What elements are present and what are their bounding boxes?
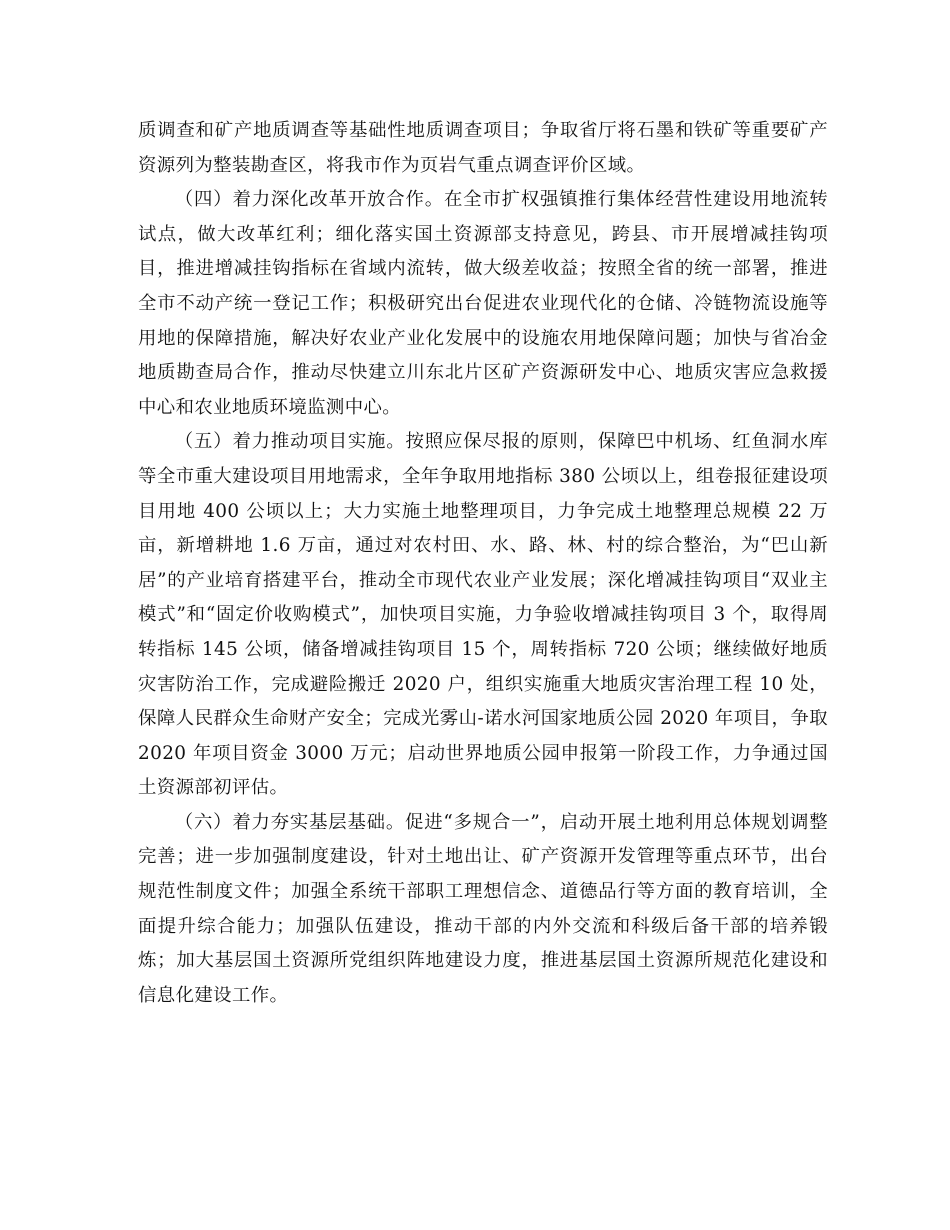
paragraph-section-6: （六）着力夯实基层基础。促进“多规合一”，启动开展土地利用总体规划调整完善；进一步加强制度建设，针对土地出让、矿产资源开发管理等重点环节，出台规范性制度文件；加强全系统干部职工理想信念、道德品行等方面的教育培训，全面提升综合能力；加强队伍建设，推动干部的内外交流和科级后备干部的培养锻炼；加大基层国土资源所党组织阵地建设力度，推进基层国土资源所规范化建设和信息化建设工作。 xyxy=(138,811,828,1006)
document-page xyxy=(138,114,828,1013)
paragraph-section-4: （四）着力深化改革开放合作。在全市扩权强镇推行集体经营性建设用地流转试点，做大改革红利；细化落实国土资源部支持意见，跨县、市开展增减挂钩项目，推进增减挂钩指标在省域内流转，做大级差收益；按照全省的统一部署，推进全市不动产统一登记工作；积极研究出台促进农业现代化的仓储、冷链物流设施等用地的保障措施，解决好农业产业化发展中的设施农用地保障问题；加快与省冶金地质勘查局合作，推动尽快建立川东北片区矿产资源研发中心、地质灾害应急救援中心和农业地质环境监测中心。 xyxy=(138,189,828,418)
paragraph-section-5: （五）着力推动项目实施。按照应保尽报的原则，保障巴中机场、红鱼洞水库等全市重大建设项目用地需求，全年争取用地指标 380 公顷以上，组卷报征建设项目用地 400 公顷以上；大力实施土地整理项目，力争完成土地整理总规模 22 万亩，新增耕地 1.6 万亩，通过对农村田、水、路、林、村的综合整治，为“巴山新居”的产业培育搭建平台，推动全市现代农业产业发展；深化增减挂钩项目“双业主模式”和“固定价收购模式”，加快项目实施，力争验收增减挂钩项目 3 个，取得周转指标 145 公顷，储备增减挂钩项目 15 个，周转指标 720 公顷；继续做好地质灾害防治工作，完成避险搬迁 2020 户，组织实施重大地质灾害治理工程 10 处，保障人民群众生命财产安全；完成光雾山-诺水河国家地质公园 2020 年项目，争取 2020 年项目资金 3000 万元；启动世界地质公园申报第一阶段工作，力争通过国土资源部初评估。 xyxy=(138,431,828,799)
paragraph-continuation: 质调查和矿产地质调查等基础性地质调查项目；争取省厅将石墨和铁矿等重要矿产资源列为整装勘查区，将我市作为页岩气重点调查评价区域。 xyxy=(138,120,828,176)
